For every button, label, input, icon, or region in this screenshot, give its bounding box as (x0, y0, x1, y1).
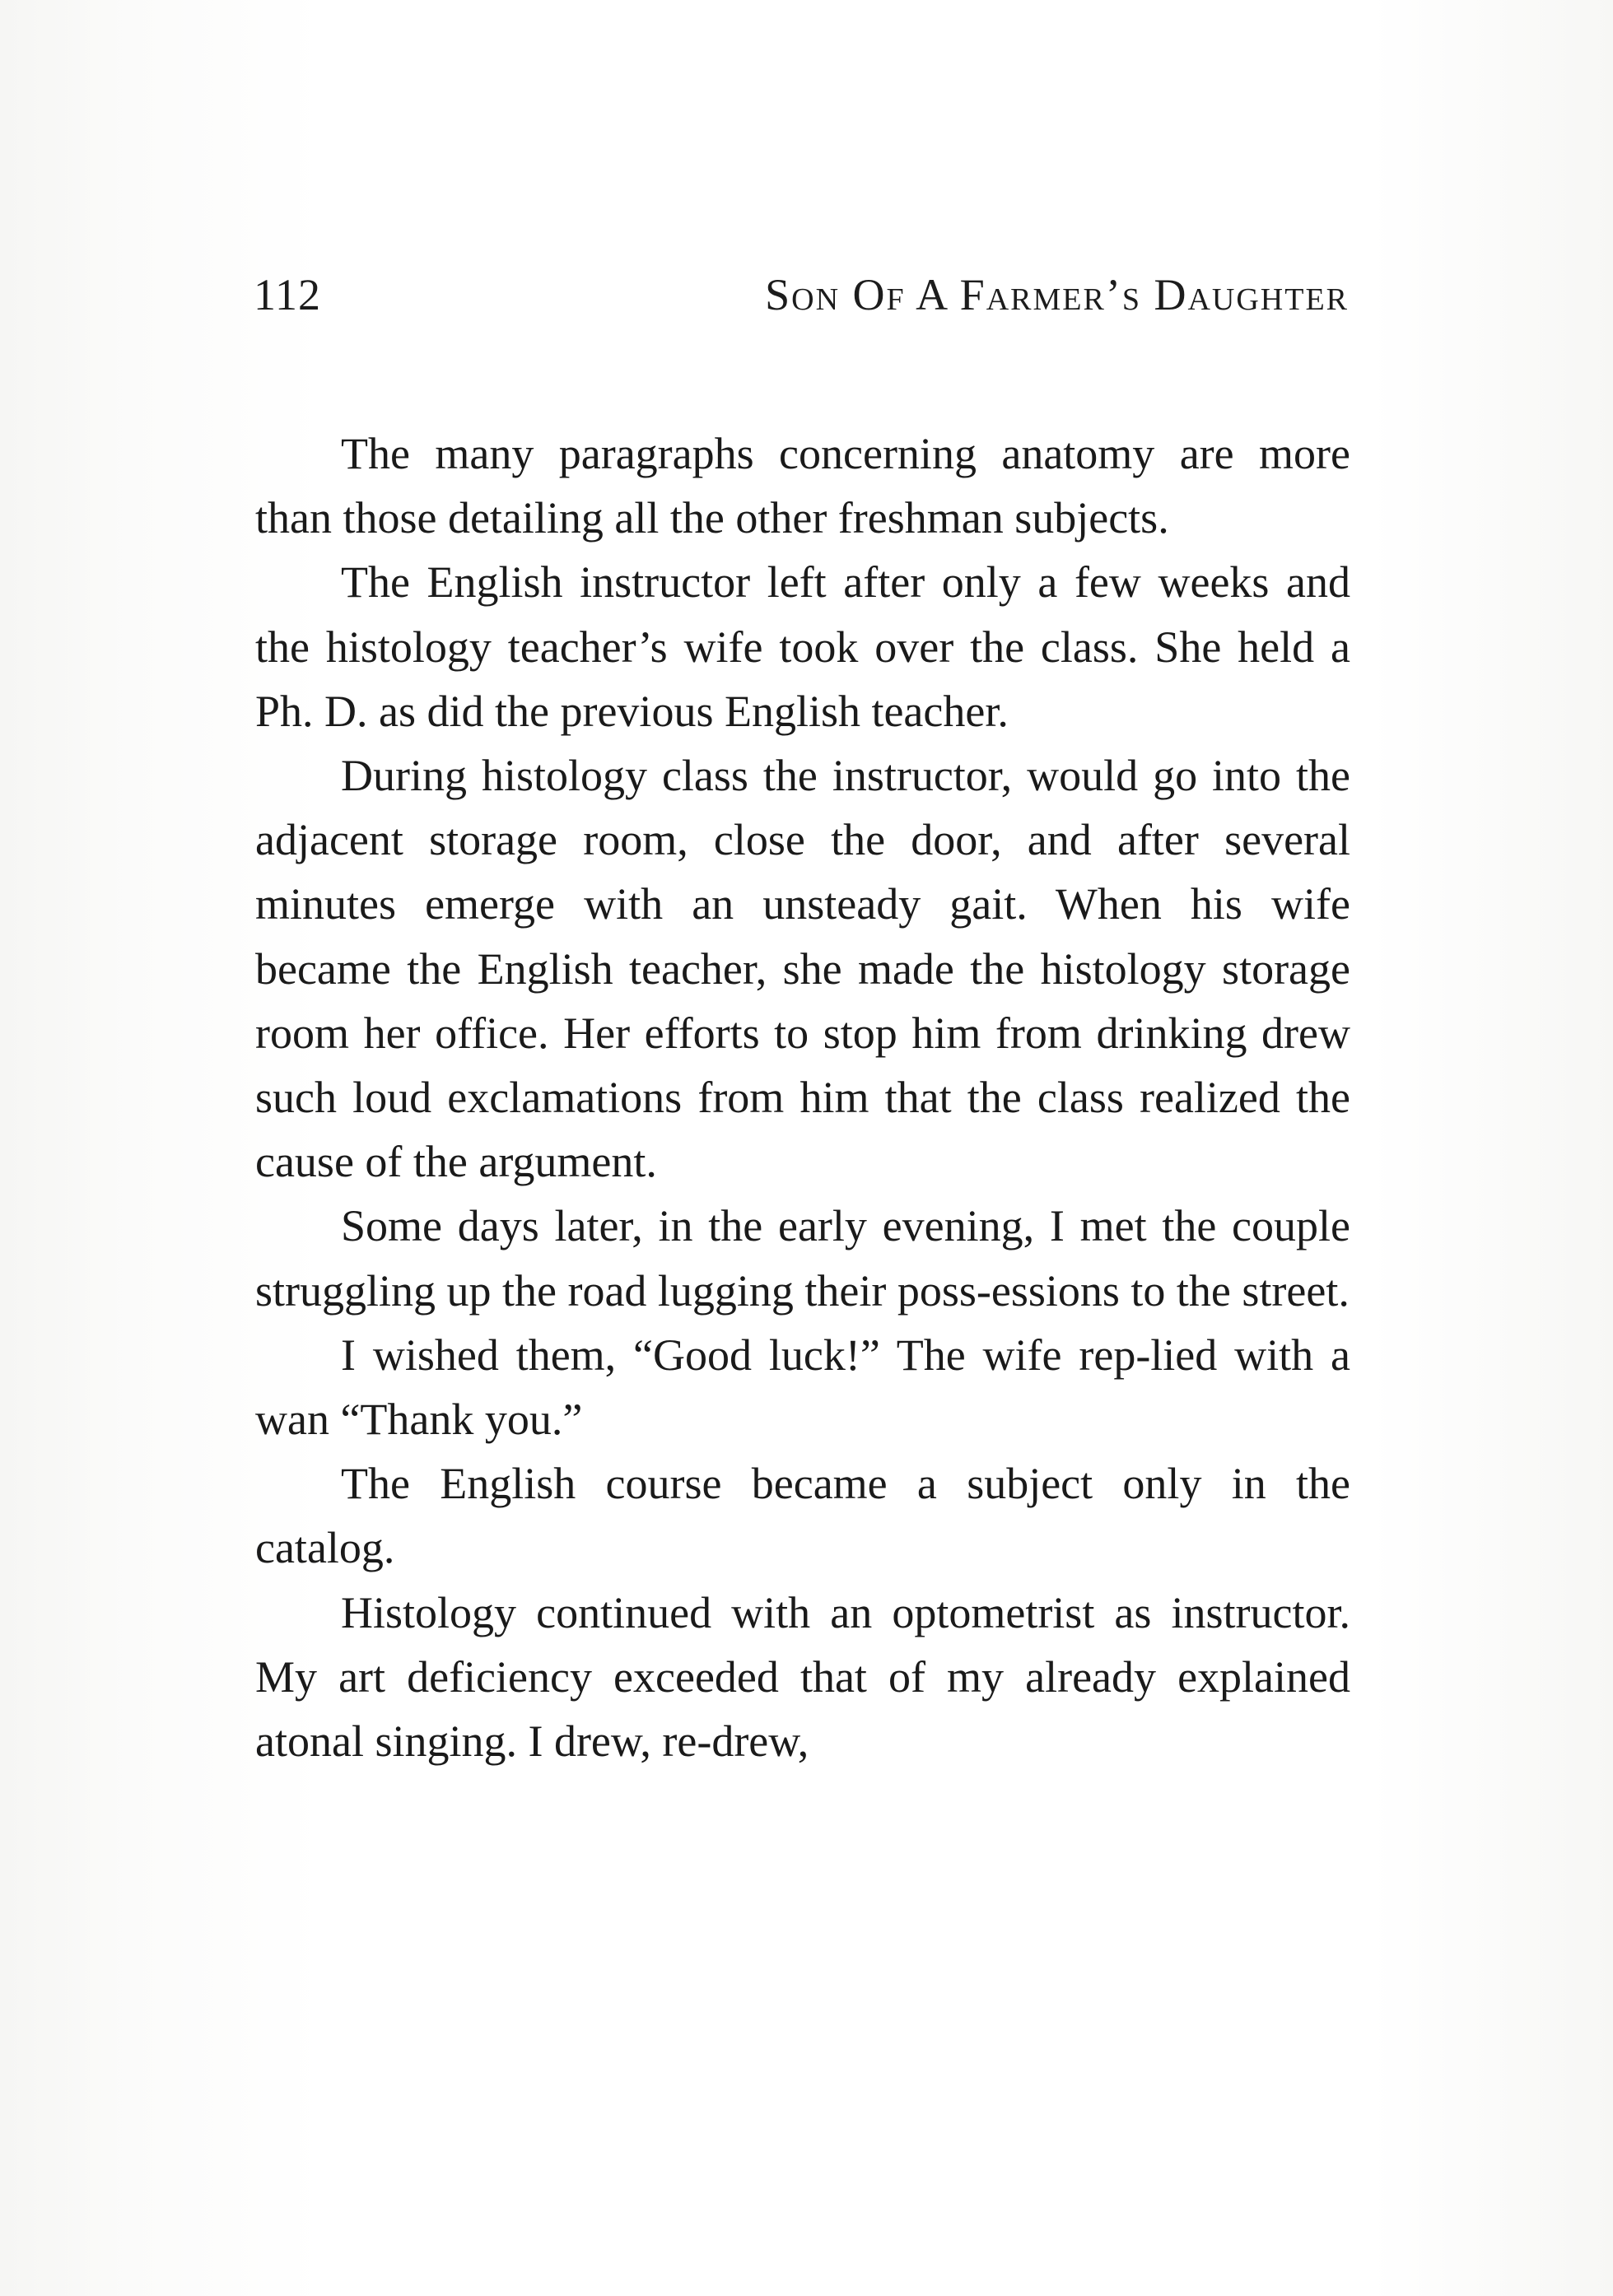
paragraph: I wished them, “Good luck!” The wife rep-lied with a wan “Thank you.” (255, 1330, 1350, 1445)
paragraph: During histology class the instructor, would go into the adjacent storage room, close the door, and after several minutes emerge with an unsteady gait. When his wife became the English teacher, she made the histology storage room her office. Her efforts to stop him from drinking drew such loud exclamations from him that the class realized the cause of the argument. (255, 751, 1350, 1187)
paragraph: The English instructor left after only a few weeks and the histology teacher’s wife took over the class. She held a Ph. D. as did the previous English teacher. (255, 557, 1350, 736)
page-header (254, 262, 1349, 328)
running-head: Son Of A Farmer’s Daughter (765, 270, 1349, 319)
page-number: 112 (254, 270, 321, 319)
paragraph: The many paragraphs concerning anatomy are more than those detailing all the other freshman subjects. (255, 429, 1350, 543)
paragraph: Some days later, in the early evening, I met the couple struggling up the road lugging their poss-essions to the street. (255, 1201, 1350, 1316)
body-text (255, 421, 1350, 1773)
paragraph: Histology continued with an optometrist as instructor. My art deficiency exceeded that of my already explained atonal singing. I drew, re-drew, (255, 1587, 1350, 1767)
paragraph: The English course became a subject only in the catalog. (255, 1459, 1350, 1573)
